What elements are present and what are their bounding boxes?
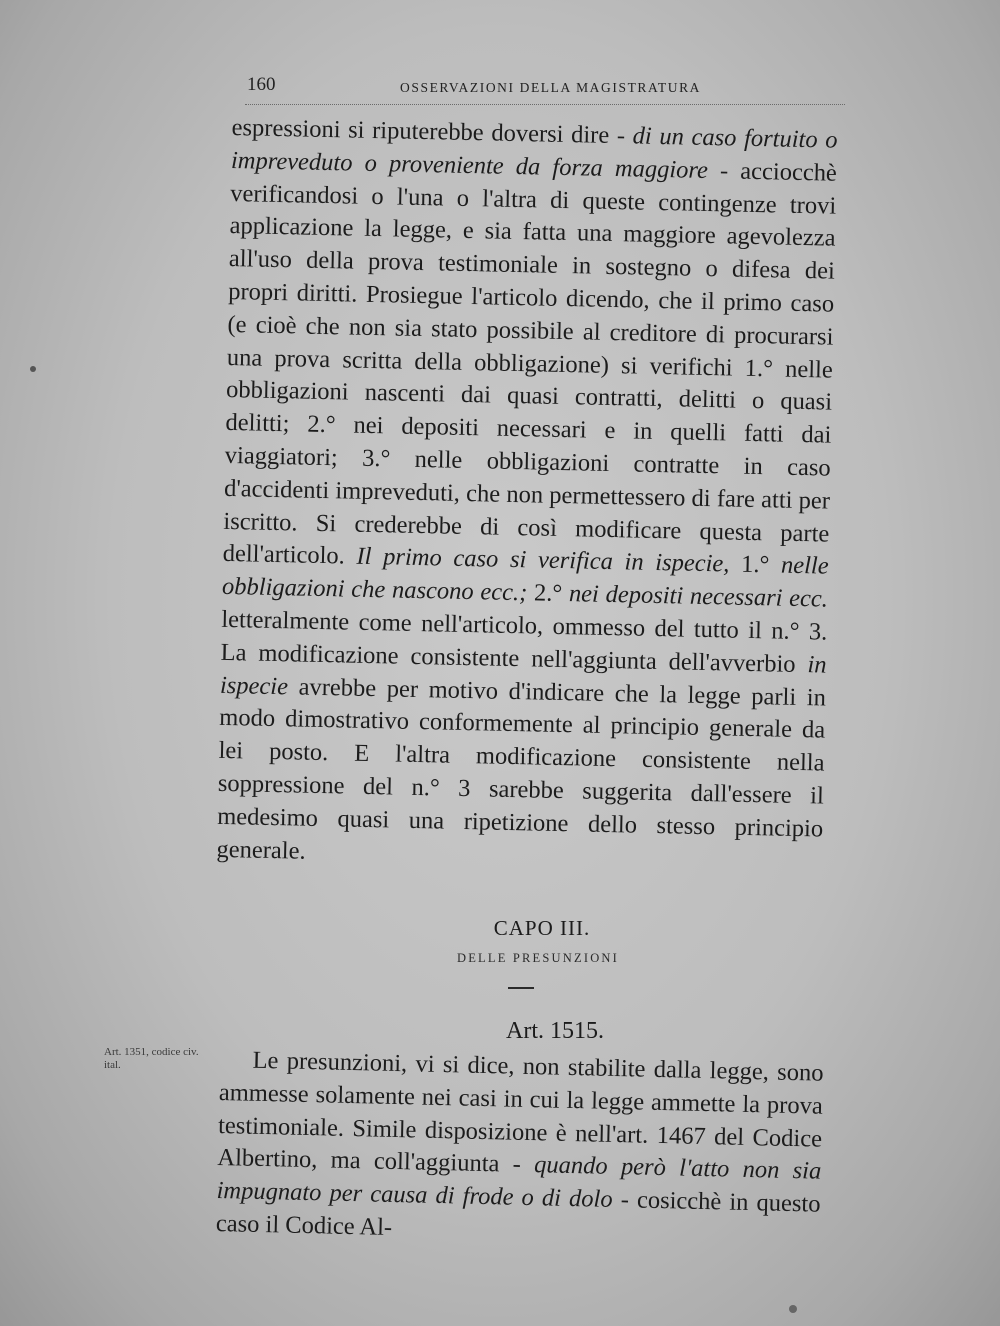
- body-italic-run: nei depositi necessari ecc.: [568, 580, 829, 613]
- chapter-subtitle: DELLE PRESUNZIONI: [456, 951, 620, 965]
- body-text-run: letteralmente come nell'articolo, ommesso del tutto il n.° 3. La modificazione consistente nell'aggiunta dell'avverbio: [220, 605, 828, 678]
- body-italic-run: nelle obbligazioni che nascono ecc.;: [221, 551, 829, 607]
- body-italic-run: in ispecie: [219, 650, 827, 700]
- running-header: [245, 74, 845, 105]
- body-text-run: avrebbe per motivo d'indicare che la legge parli in modo dimostrativo conformemente al principio generale da lei posto. E l'altra modificazione consistente nella soppressione del n.° 3 sarebbe suggerita dall'essere il medesimo quasi una ripetizione dello stesso principio generale.: [216, 672, 827, 865]
- article-paragraph: [216, 1044, 824, 1254]
- chapter-title: CAPO III.: [493, 916, 591, 940]
- running-title: OSSERVAZIONI DELLA MAGISTRATURA: [400, 80, 702, 95]
- body-paragraph: [216, 112, 838, 879]
- body-text-run: espressioni si riputerebbe doversi dire -: [231, 113, 633, 150]
- paper-speck: [789, 1305, 797, 1313]
- body-italic-run: Il primo caso si verifica in ispecie,: [356, 543, 730, 578]
- article-text-run: - cosicchè in questo caso il Codice Al-: [215, 1186, 821, 1241]
- article-heading: Art. 1515.: [506, 1018, 604, 1044]
- body-italic-run: di un caso fortuito o impreveduto o proveniente da forza maggiore: [230, 122, 838, 184]
- page-number: 160: [247, 74, 276, 95]
- body-text-run: 2.°: [527, 579, 570, 608]
- body-text-run: 1.°: [729, 550, 782, 579]
- article-text-run: Le presunzioni, vi si dice, non stabilite dalla legge, sono ammesse solamente nei casi in cui la legge ammette la prova testimoniale. Simile disposizione è nell'art. 1467 del Codice Albertino, ma coll'aggiunta -: [217, 1046, 824, 1179]
- article-italic-run: quando però l'atto non sia impugnato per causa di frode o di dolo: [216, 1151, 822, 1214]
- paper-speck: [30, 366, 36, 372]
- margin-note: Art. 1351, codice civ. ital.: [104, 1046, 199, 1071]
- body-text-run: - acciocchè verificandosi o l'una o l'altra di queste contingenze trovi applicazione la legge, e sia fatta una maggiore agevolezza all'uso della prova testimoniale in sostegno o difesa dei propri diritti. Prosiegue l'articolo dicendo, che il primo caso (e cioè che non sia stato possibile al creditore di procurarsi una prova scritta della obbligazione) si verifichi 1.° nelle obbligazioni nascenti dai quasi contratti, delitti o quasi delitti; 2.° nei depositi necessari e in quelli fatti dai viaggiatori; 3.° nelle obbligazioni contratte in caso d'accidenti impreveduti, che non permettessero di fare atti per iscritto. Si crederebbe di così modificare questa parte dell'articolo.: [222, 156, 838, 571]
- chapter-divider: [508, 987, 534, 989]
